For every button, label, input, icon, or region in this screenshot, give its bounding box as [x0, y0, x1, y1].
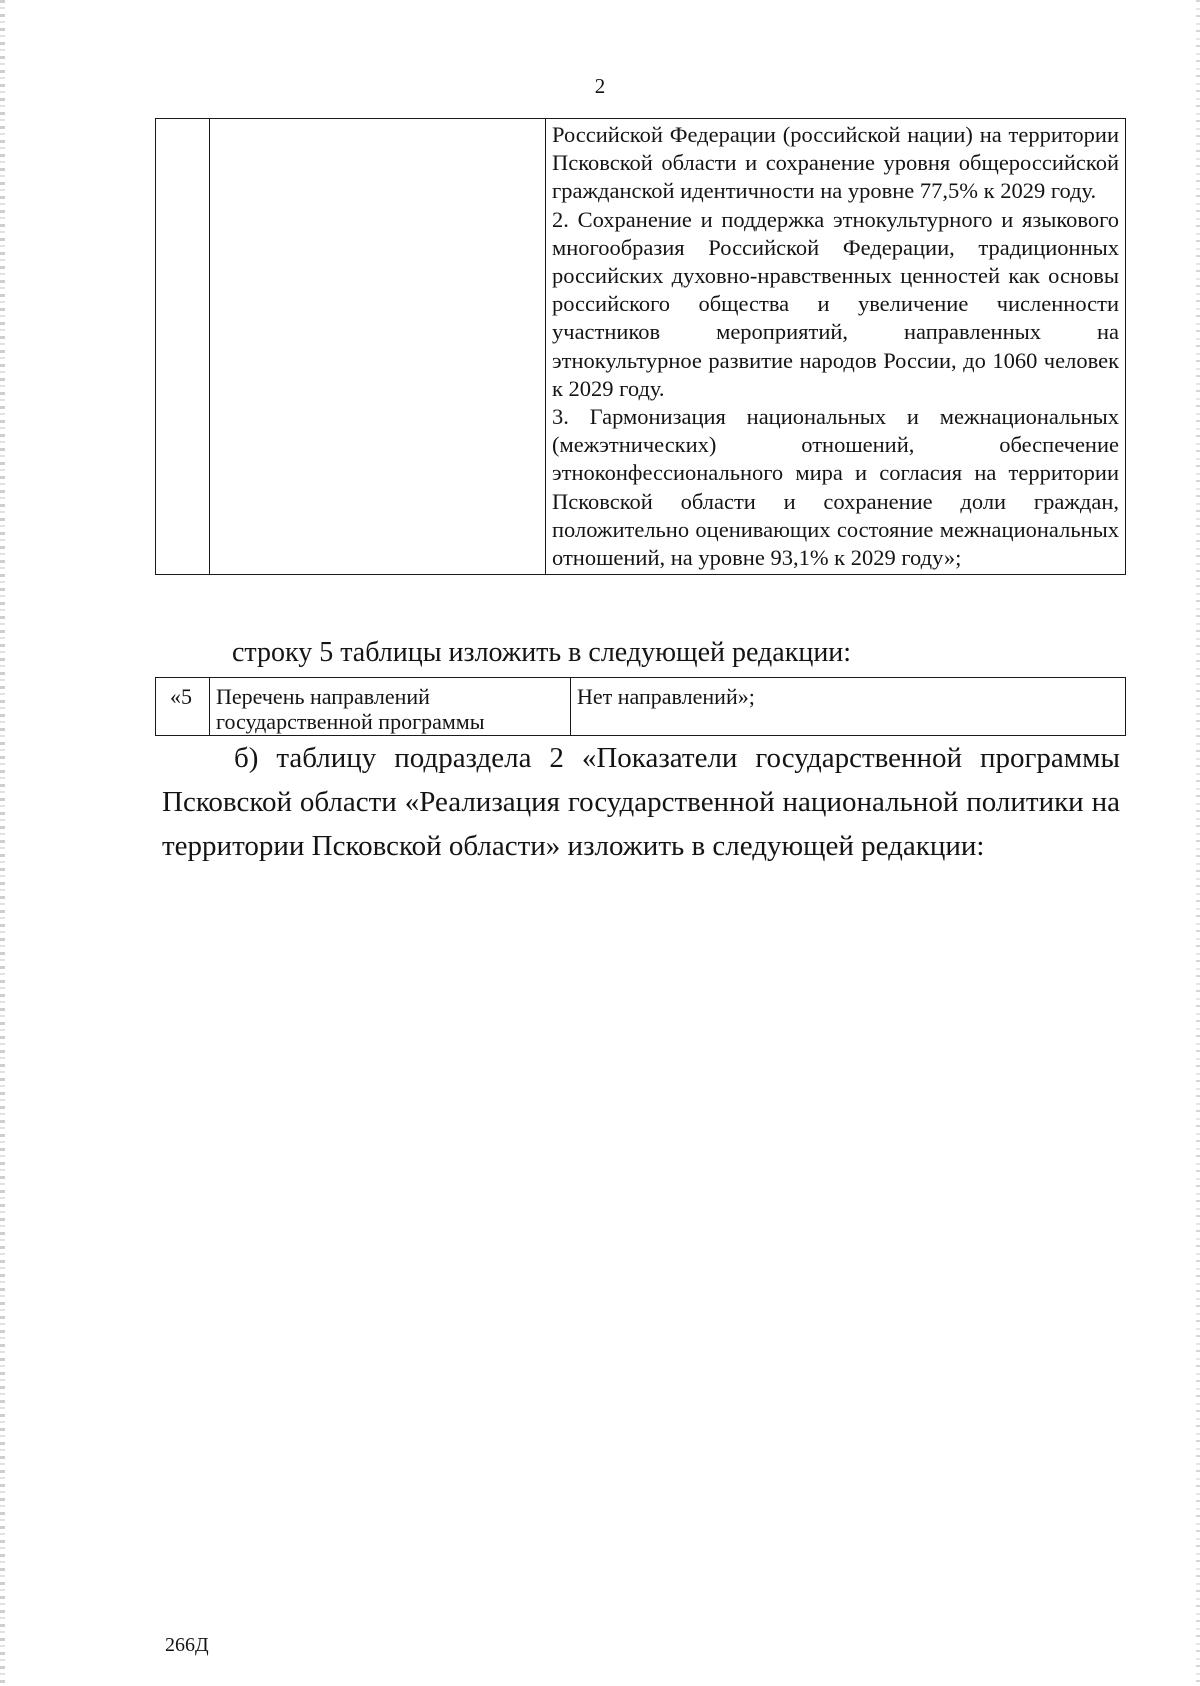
goal-paragraph-1: Российской Федерации (российской нации) на территории Псковской области и сохранение уровня общероссийской гражданской идентичности на уровне 77,5% к 2029 году.: [552, 122, 1119, 204]
scan-edge-left: [0, 0, 5, 1686]
footer-code: 266Д: [165, 1634, 209, 1656]
instruction-line: строку 5 таблицы изложить в следующей редакции:: [232, 637, 852, 668]
row5-number: «5: [156, 678, 210, 736]
row5-name: Перечень направлений государственной программы: [210, 678, 571, 736]
scan-edge-right: [1196, 0, 1200, 1686]
table-row: [156, 678, 1126, 736]
table-row: [156, 119, 1126, 575]
continuation-table: [155, 118, 1126, 575]
page-number: 2: [594, 74, 606, 98]
row5-value: Нет направлений»;: [571, 678, 1126, 736]
goal-paragraph-2: 2. Сохранение и поддержка этнокультурного и языкового многообразия Российской Федерации, традиционных российских духовно-нравственных ценностей как основы российского общества и увеличение численности участников мероприятий, направленных на этнокультурное развитие народов России, до 1060 человек к 2029 году.: [552, 206, 1119, 401]
row5-table: [155, 677, 1126, 736]
table-cell-number: [156, 119, 210, 575]
body-paragraph: б) таблицу подраздела 2 «Показатели государственной программы Псковской области «Реализация государственной национальной политики на территории Псковской области» изложить в следующей редакции:: [162, 742, 1120, 862]
table-cell-goals: [546, 119, 1126, 575]
goal-paragraph-3: 3. Гармонизация национальных и межнациональных (межэтнических) отношений, обеспечение этноконфессионального мира и согласия на территории Псковской области и сохранение доли граждан, положительно оценивающих состояние межнациональных отношений, на уровне 93,1% к 2029 году»;: [552, 404, 1119, 571]
table-cell-name: [210, 119, 546, 575]
